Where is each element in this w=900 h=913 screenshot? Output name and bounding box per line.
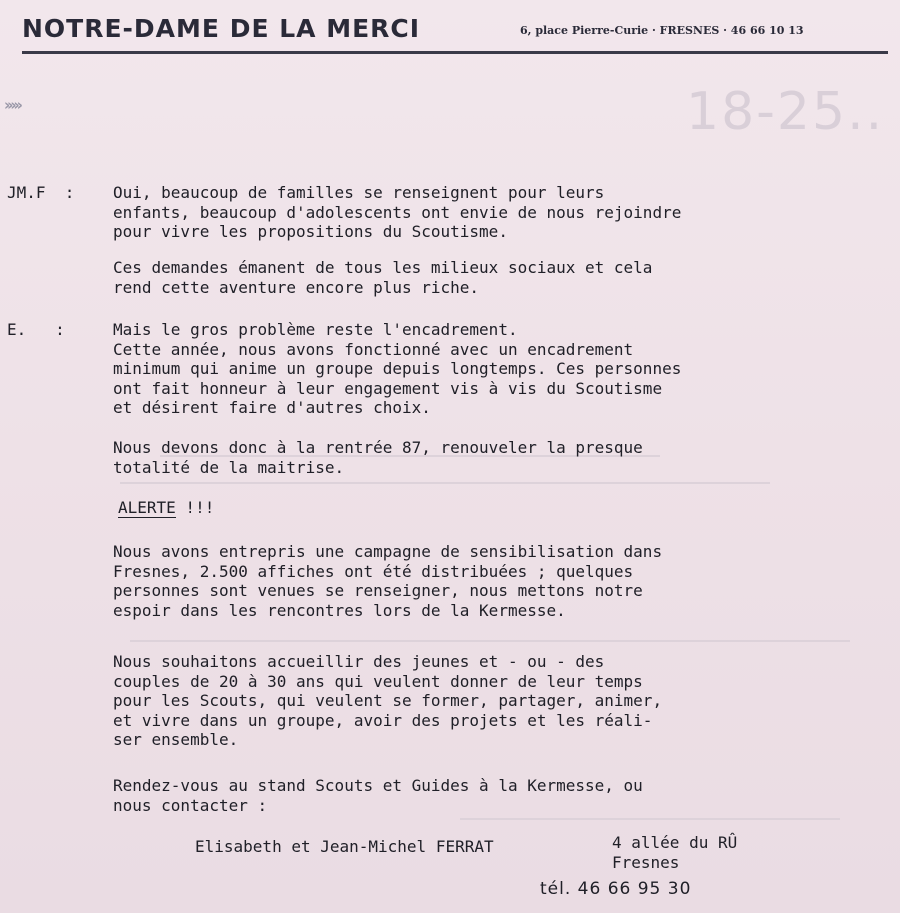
text-line: Fresnes, 2.500 affiches ont été distribuées ; quelques bbox=[113, 561, 634, 581]
chevron-marks: ››››› bbox=[4, 96, 20, 114]
text-line: Ces demandes émanent de tous les milieux sociaux et cela bbox=[113, 258, 653, 277]
alert-word: ALERTE bbox=[118, 498, 176, 517]
text-line: couples de 20 à 30 ans qui veulent donner de leur temps bbox=[113, 671, 643, 691]
text-line: ont fait honneur à leur engagement vis à vis du Scoutisme bbox=[113, 378, 663, 398]
paragraph bbox=[113, 542, 873, 620]
text-line: nous contacter : bbox=[113, 795, 268, 815]
paragraph bbox=[113, 183, 873, 242]
contact-street: 4 allée du RÛ bbox=[612, 833, 738, 852]
text-line: personnes sont venues se renseigner, nous mettons notre bbox=[113, 581, 643, 600]
speaker-label-e: E. : bbox=[7, 320, 65, 339]
paragraph bbox=[113, 438, 873, 477]
contact-names: Elisabeth et Jean-Michel FERRAT bbox=[195, 837, 494, 856]
text-line: rend cette aventure encore plus riche. bbox=[113, 277, 480, 297]
text-line: minimum qui anime un groupe depuis longtemps. Ces personnes bbox=[113, 359, 682, 378]
parish-name: NOTRE-DAME DE LA MERCI bbox=[22, 14, 421, 43]
text-line: Mais le gros problème reste l'encadrement. bbox=[113, 320, 518, 339]
text-line: et vivre dans un groupe, avoir des projets et les réali- bbox=[113, 710, 653, 730]
speaker-label-jmf: JM.F : bbox=[7, 183, 75, 202]
text-line: Nous avons entrepris une campagne de sensibilisation dans bbox=[113, 542, 663, 561]
text-line: Nous souhaitons accueillir des jeunes et - ou - des bbox=[113, 652, 605, 671]
text-line: Cette année, nous avons fonctionné avec un encadrement bbox=[113, 339, 634, 359]
text-line: Rendez-vous au stand Scouts et Guides à la Kermesse, ou bbox=[113, 776, 643, 795]
text-line: Nous devons donc à la rentrée 87, renouveler la presque bbox=[113, 438, 643, 457]
alert-exclamations: !!! bbox=[175, 498, 215, 517]
contact-city: Fresnes bbox=[612, 852, 680, 872]
text-line: Oui, beaucoup de familles se renseignent pour leurs bbox=[113, 183, 605, 202]
parish-address: 6, place Pierre-Curie · FRESNES · 46 66 10 13 bbox=[520, 24, 804, 37]
text-line: ser ensemble. bbox=[113, 730, 239, 749]
text-line: et désirent faire d'autres choix. bbox=[113, 398, 431, 417]
contact-address bbox=[540, 833, 872, 900]
contact-phone: tél. 46 66 95 30 bbox=[540, 879, 692, 899]
paragraph bbox=[113, 258, 873, 297]
paragraph bbox=[113, 776, 873, 815]
paragraph bbox=[113, 652, 873, 750]
text-line: totalité de la maitrise. bbox=[113, 457, 345, 477]
alert-heading bbox=[118, 498, 214, 518]
bleed-through-heading: 18-25.. bbox=[686, 82, 885, 142]
text-line: espoir dans les rencontres lors de la Kermesse. bbox=[113, 600, 566, 620]
text-line: enfants, beaucoup d'adolescents ont envie de nous rejoindre bbox=[113, 202, 682, 222]
paragraph bbox=[113, 320, 873, 418]
text-line: pour vivre les propositions du Scoutisme. bbox=[113, 222, 508, 241]
text-line: pour les Scouts, qui veulent se former, partager, animer, bbox=[113, 691, 663, 710]
